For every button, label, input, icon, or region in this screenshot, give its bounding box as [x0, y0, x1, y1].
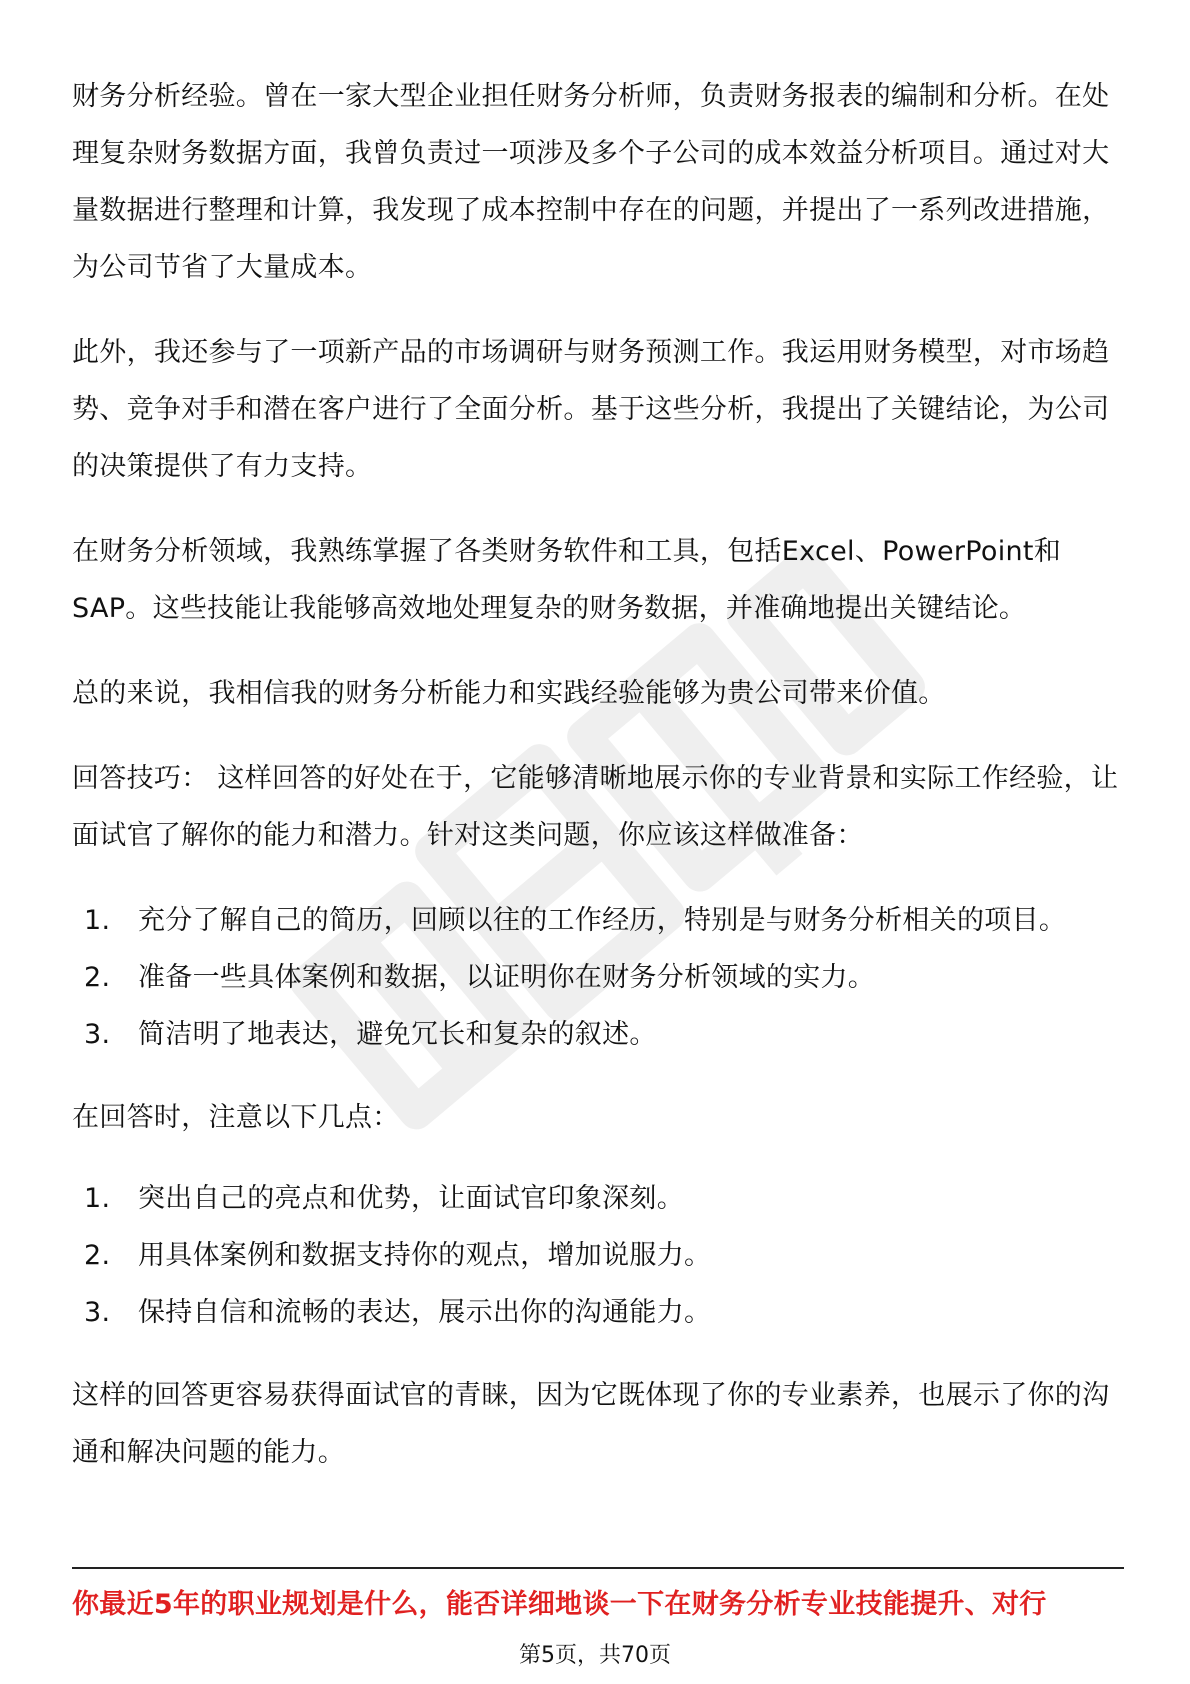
list-item: [72, 1006, 1122, 1063]
notes-list: [72, 1170, 1122, 1341]
document-body: [72, 68, 1122, 1509]
paragraph-summary: 总的来说，我相信我的财务分析能力和实践经验能够为贵公司带来价值。: [72, 678, 946, 709]
list-number: 1.: [84, 1183, 111, 1214]
list-text: 简洁明了地表达，避免冗长和复杂的叙述。: [138, 1019, 657, 1050]
list-text: 用具体案例和数据支持你的观点，增加说服力。: [138, 1240, 712, 1271]
list-text: 充分了解自己的简历，回顾以往的工作经历，特别是与财务分析相关的项目。: [138, 905, 1067, 936]
paragraph-answer-tips: 回答技巧： 这样回答的好处在于，它能够清晰地展示你的专业背景和实际工作经验，让面试官了解你的能力和潜力。针对这类问题，你应该这样做准备：: [72, 763, 1119, 851]
prep-list: [72, 892, 1122, 1063]
list-item: [72, 1227, 1122, 1284]
list-item: [72, 949, 1122, 1006]
list-item: [72, 1170, 1122, 1227]
next-question-heading: 你最近5年的职业规划是什么，能否详细地谈一下在财务分析专业技能提升、对行: [72, 1589, 1047, 1620]
page-number: 第5页，共70页: [519, 1643, 671, 1668]
list-number: 1.: [84, 905, 111, 936]
paragraph-experience: 财务分析经验。曾在一家大型企业担任财务分析师，负责财务报表的编制和分析。在处理复杂财务数据方面，我曾负责过一项涉及多个子公司的成本效益分析项目。通过对大量数据进行整理和计算，我发现了成本控制中存在的问题，并提出了一系列改进措施，为公司节省了大量成本。: [72, 81, 1110, 283]
notes-intro: 在回答时，注意以下几点：: [72, 1102, 400, 1133]
list-number: 2.: [84, 1240, 111, 1271]
list-number: 3.: [84, 1297, 111, 1328]
paragraph-closing: 这样的回答更容易获得面试官的青睐，因为它既体现了你的专业素养，也展示了你的沟通和解决问题的能力。: [72, 1380, 1110, 1468]
list-number: 3.: [84, 1019, 111, 1050]
list-item: [72, 1284, 1122, 1341]
section-divider: [72, 1567, 1124, 1569]
list-number: 2.: [84, 962, 111, 993]
list-item: [72, 892, 1122, 949]
list-text: 突出自己的亮点和优势，让面试官印象深刻。: [138, 1183, 684, 1214]
paragraph-market-research: 此外，我还参与了一项新产品的市场调研与财务预测工作。我运用财务模型，对市场趋势、竞争对手和潜在客户进行了全面分析。基于这些分析，我提出了关键结论，为公司的决策提供了有力支持。: [72, 337, 1110, 482]
list-text: 保持自信和流畅的表达，展示出你的沟通能力。: [138, 1297, 712, 1328]
paragraph-software-skills: 在财务分析领域，我熟练掌握了各类财务软件和工具，包括Excel、PowerPoint和SAP。这些技能让我能够高效地处理复杂的财务数据，并准确地提出关键结论。: [72, 536, 1062, 624]
list-text: 准备一些具体案例和数据，以证明你在财务分析领域的实力。: [138, 962, 876, 993]
